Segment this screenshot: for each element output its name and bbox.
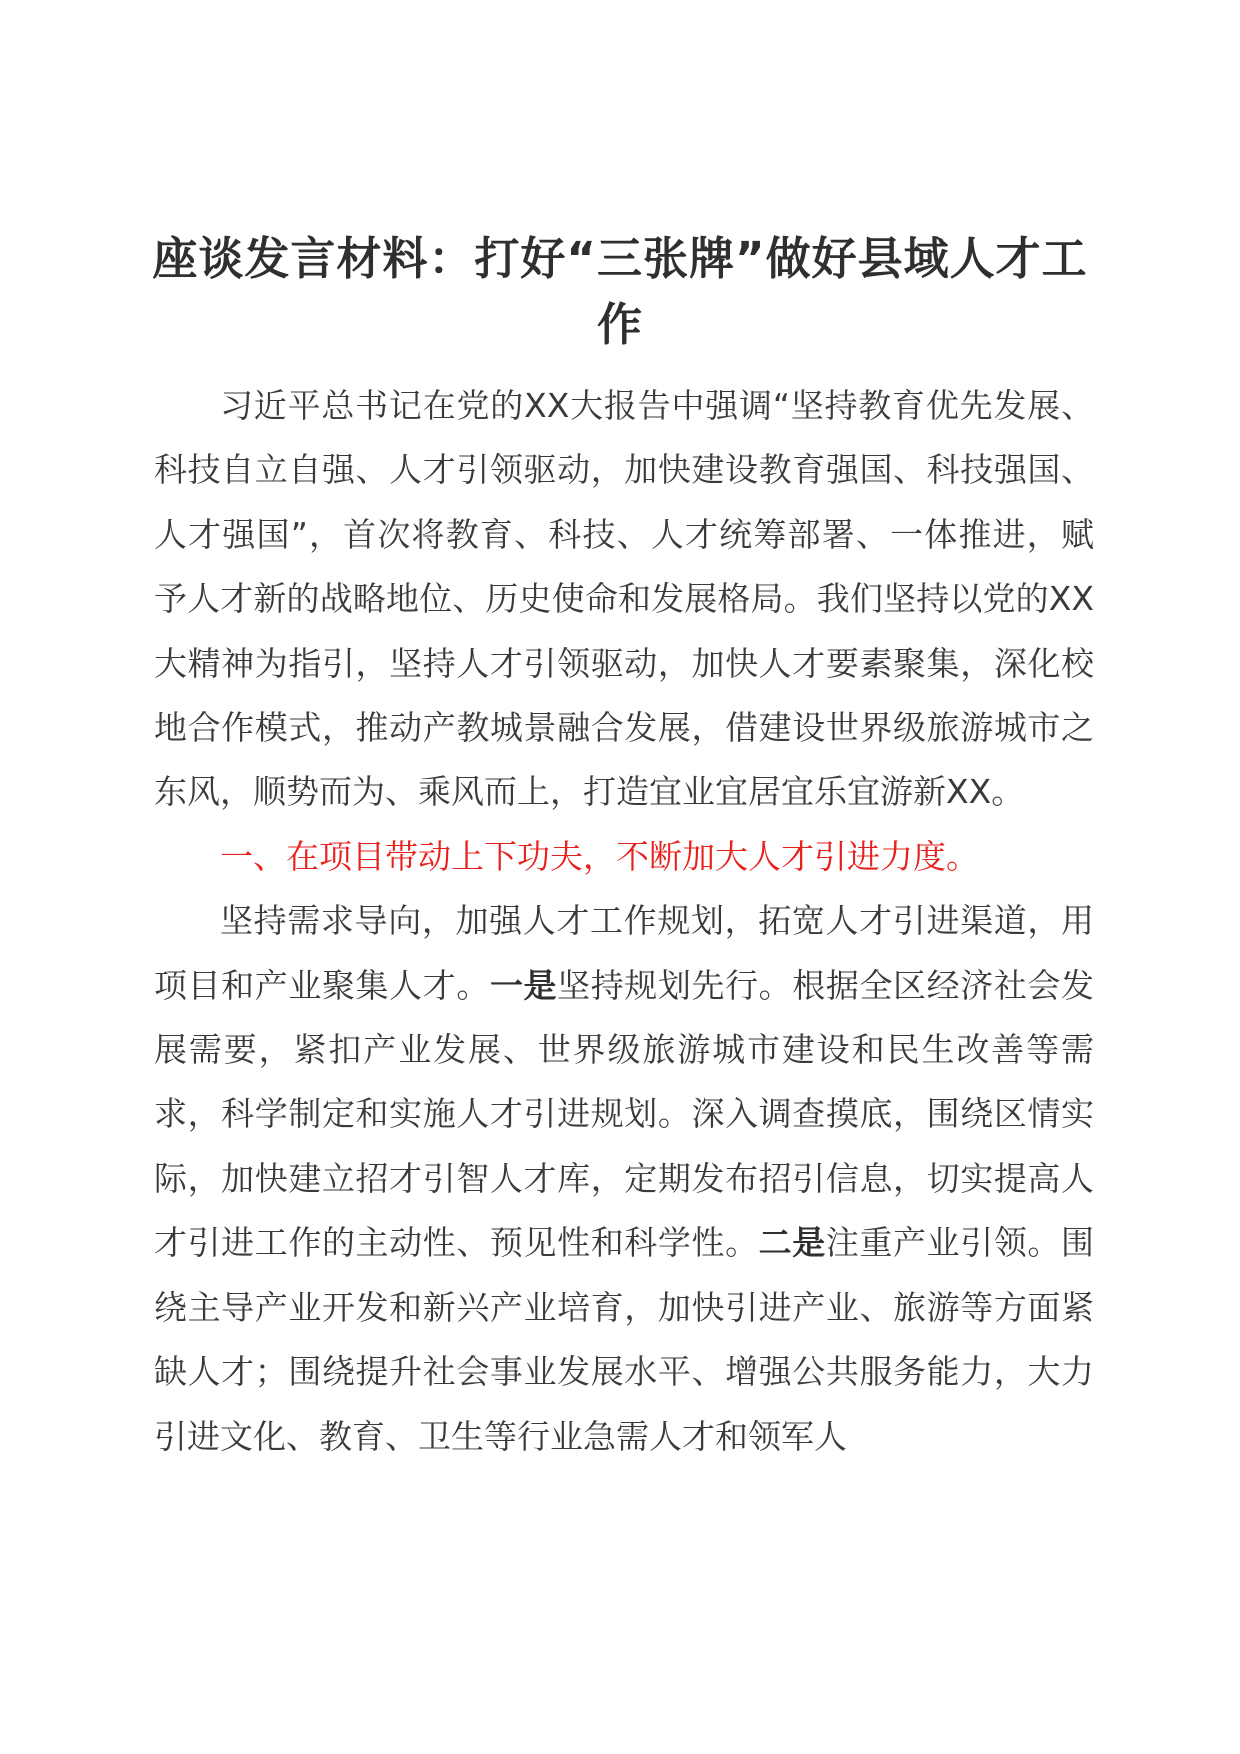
section-lead-text: 坚持需求导向，加强人才工作规划，拓宽人才引进渠道，用项目和产业聚集人才。 — [154, 901, 1094, 1005]
document-title: 座谈发言材料：打好“三张牌”做好县域人才工作 — [152, 232, 1088, 351]
section-paragraph — [154, 889, 1094, 1469]
point-two-label: 二是 — [758, 1223, 826, 1263]
point-two-text: 注重产业引领。围绕主导产业开发和新兴产业培育，加快引进产业、旅游等方面紧缺人才；围绕提升社会事业发展水平、增强公共服务能力，大力引进文化、教育、卫生等行业急需人才和领军人 — [154, 1223, 1095, 1456]
point-one-text: 坚持规划先行。根据全区经济社会发展需要，紧扣产业发展、世界级旅游城市建设和民生改善等需求，科学制定和实施人才引进规划。深入调查摸底，围绕区情实际，加快建立招才引智人才库，定期发布招引信息，切实提高人才引进工作的主动性、预见性和科学性。 — [154, 965, 1095, 1263]
document-body — [154, 374, 1094, 1469]
section-heading: 一、在项目带动上下功夫，不断加大人才引进力度。 — [220, 836, 979, 876]
point-one-label: 一是 — [489, 965, 558, 1005]
intro-paragraph: 习近平总书记在党的XX大报告中强调“坚持教育优先发展、科技自立自强、人才引领驱动，加快建设教育强国、科技强国、人才强国”，首次将教育、科技、人才统筹部署、一体推进，赋予人才新的战略地位、历史使命和发展格局。我们坚持以党的XX大精神为指引，坚持人才引领驱动，加快人才要素聚集，深化校地合作模式，推动产教城景融合发展，借建设世界级旅游城市之东风，顺势而为、乘风而上，打造宜业宜居宜乐宜游新XX。 — [154, 386, 1094, 812]
